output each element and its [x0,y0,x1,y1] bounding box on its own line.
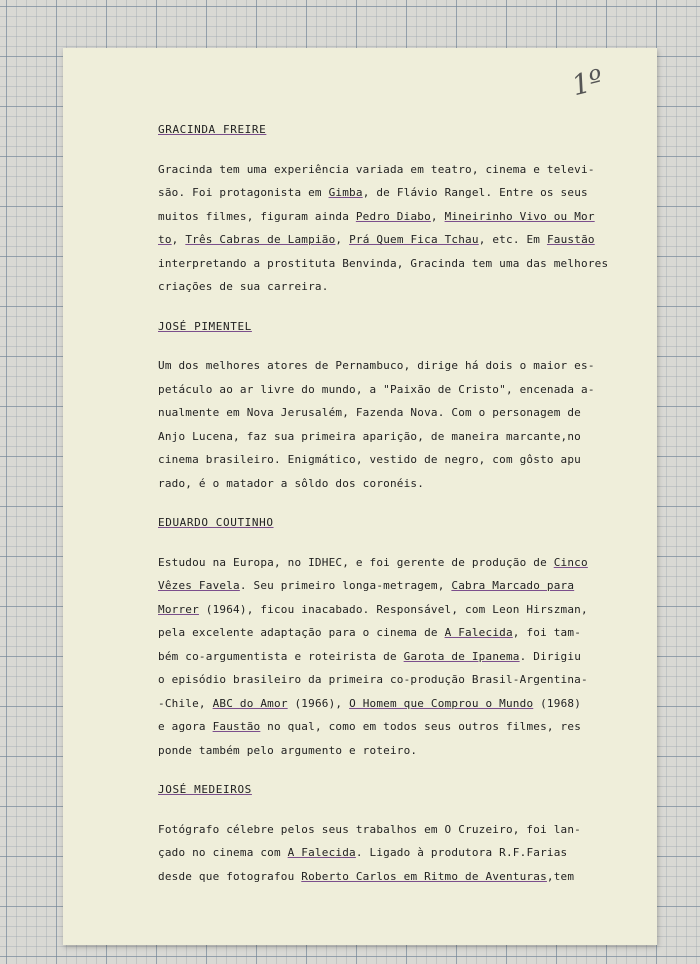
text-line [158,692,608,716]
text-line [158,551,608,575]
section-heading: GRACINDA FREIRE [158,123,267,136]
underlined-title: Gimba [328,186,363,199]
underlined-title: Cinco [553,555,588,569]
underlined-title: ABC do Amor [212,696,288,710]
text-run: e agora [158,720,213,733]
underlined-title: Faustão [212,720,261,733]
underlined-title: Garota de Ipanema [403,649,520,663]
text-line [158,252,608,276]
text-run: . Dirigiu [519,649,582,663]
underlined-title: A Falecida [287,846,356,859]
text-run: , [335,233,350,246]
text-run: Fotógrafo célebre pelos seus trabalhos em O Cruzeiro, foi lan- [158,822,581,836]
text-line [158,205,608,229]
text-line [158,181,608,205]
text-line [158,158,608,182]
text-line [158,401,608,425]
underlined-title: Prá Quem Fica Tchau [349,233,479,246]
text-run: interpretando a prostituta Benvinda, Gracinda tem uma das melhores [158,256,609,270]
text-run: cinema brasileiro. Enigmático, vestido de negro, com gôsto apu [158,453,581,466]
section-heading: JOSÉ MEDEIROS [158,783,252,796]
text-run: çado no cinema com [158,846,288,859]
text-run: rado, é o matador a sôldo dos coronéis. [158,476,425,490]
text-run: , [430,209,445,223]
text-run: o episódio brasileiro da primeira co-produção Brasil-Argentina- [158,673,588,686]
text-run: (1968) [533,696,582,710]
text-run: pela excelente adaptação para o cinema de [158,626,445,639]
text-run: . Ligado à produtora R.F.Farias [355,846,568,859]
text-run: criações de sua carreira. [158,280,329,293]
underlined-title: Vêzes Favela [158,579,240,592]
text-run: (1966), [287,696,350,710]
section-heading: JOSÉ PIMENTEL [158,319,252,333]
text-run: petáculo ao ar livre do mundo, a "Paixão de Cristo", encenada a- [158,382,595,396]
text-line [158,841,608,865]
text-line [158,621,608,645]
text-run: (1964), ficou inacabado. Responsável, com Leon Hirszman, [198,602,588,616]
underlined-title: Faustão [546,233,595,246]
text-run: muitos filmes, figuram ainda [158,209,356,223]
underlined-title: to [158,233,172,246]
text-line [158,275,608,299]
page-number: 1º [568,62,607,103]
underlined-title: Pedro Diabo [355,209,431,223]
text-run: , foi tam- [512,626,582,639]
underlined-title: Mineirinho Vivo ou Mor [444,209,595,223]
section [158,118,608,299]
text-line [158,472,608,496]
text-run: são. Foi protagonista em [158,186,329,199]
text-line [158,739,608,763]
text-line [158,715,608,739]
text-line [158,818,608,842]
text-run: ponde também pelo argumento e roteiro. [158,743,418,757]
underlined-title: Cabra Marcado para [451,579,575,592]
text-run: -Chile, [158,696,213,710]
text-line [158,378,608,402]
underlined-title: A Falecida [444,626,513,639]
text-run: no qual, como em todos seus outros filmes, res [260,720,582,733]
section-heading: EDUARDO COUTINHO [158,516,274,529]
text-run: Um dos melhores atores de Pernambuco, dirige há dois o maior es- [158,359,595,372]
text-run: Estudou na Europa, no IDHEC, e foi gerente de produção de [158,555,554,569]
text-run: Gracinda tem uma experiência variada em teatro, cinema e televi- [158,162,595,176]
text-run: Anjo Lucena, faz sua primeira aparição, de maneira marcante,no [158,429,581,443]
text-line [158,668,608,692]
text-line [158,354,608,378]
text-run: , [171,233,186,246]
text-line [158,645,608,669]
text-line [158,598,608,622]
text-run: , etc. Em [478,233,547,246]
text-run: , de Flávio Rangel. Entre os seus [362,186,588,199]
text-line [158,448,608,472]
text-line [158,425,608,449]
text-run: . Seu primeiro longa-metragem, [239,579,452,592]
text-run: ,tem [546,869,575,883]
section [158,315,608,496]
underlined-title: Morrer [158,602,199,616]
section [158,778,608,888]
section [158,511,608,762]
underlined-title: O Homem que Comprou o Mundo [349,696,534,710]
text-line [158,574,608,598]
document-body [158,118,608,904]
text-run: bém co-argumentista e roteirista de [158,649,404,663]
text-line [158,228,608,252]
text-run: nualmente em Nova Jerusalém, Fazenda Nova. Com o personagem de [158,406,581,419]
text-line [158,865,608,889]
underlined-title: Três Cabras de Lampião [185,233,336,246]
underlined-title: Roberto Carlos em Ritmo de Aventuras [301,869,547,883]
text-run: desde que fotografou [158,869,302,883]
